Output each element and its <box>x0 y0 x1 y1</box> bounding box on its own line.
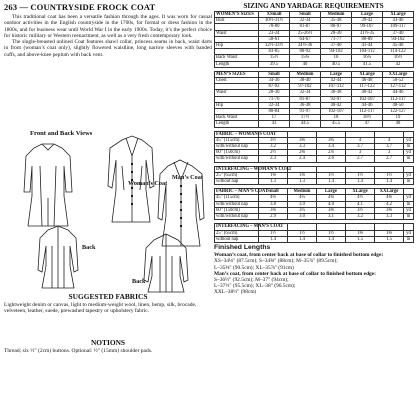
fabrics-text: Lightweight denim or canvas, light to medium-weight wool, linen, hemp, silk, brocade, velveteen, leather, suede, prewashed tapestry or upholstery fabric. <box>4 302 197 315</box>
table-header-cell: XSmall <box>259 12 290 18</box>
row-label: with/without nap <box>215 201 259 207</box>
table-cell: 4.1 <box>346 201 375 207</box>
table-cell: 3.7 <box>375 144 404 150</box>
table-cell: 3.2 <box>346 214 375 220</box>
table-cell: 18 <box>321 115 352 121</box>
table-cell: 78-80 <box>259 24 290 30</box>
table-cell: 45-48 <box>383 43 414 49</box>
back-label-mans: Back <box>132 278 146 285</box>
table-cell: 19 <box>383 115 414 121</box>
fabric-womans-table <box>214 131 414 163</box>
table-cell: 71-76 <box>259 96 290 102</box>
table-cell: 48 <box>383 121 414 127</box>
mans-coat-label: Man’s Coat <box>172 174 203 181</box>
table-row <box>215 214 414 220</box>
table-cell: 81-87 <box>290 96 321 102</box>
fabric-mans-table <box>214 188 414 220</box>
front-back-views <box>4 126 212 292</box>
row-label: without nap <box>215 179 259 185</box>
table-cell: 44-46 <box>352 102 383 108</box>
row-label: 45" (115cm) <box>215 195 259 201</box>
row-label: Chest <box>215 78 259 84</box>
table-cell: 4½ <box>346 195 375 201</box>
page-title: 263 — COUNTRYSIDE FROCK COAT <box>4 2 156 12</box>
table-cell: 117-122 <box>352 84 383 90</box>
table-cell: 1.4 <box>375 179 404 185</box>
table-cell: 15¾ <box>290 55 321 61</box>
row-label: 45" (115cm) <box>215 137 259 143</box>
table-cell: 87-92 <box>259 84 290 90</box>
row-label: Back Waist <box>215 115 259 121</box>
notions <box>4 338 212 354</box>
row-label: 60" (150cm) <box>215 207 259 213</box>
table-cell: 16 <box>321 55 352 61</box>
table-cell: 1⅝ <box>346 230 375 236</box>
man-length-line-3: XXL–38½" (98cm) <box>214 289 257 296</box>
fabrics-title: SUGGESTED FABRICS <box>68 292 148 301</box>
table-cell: 4 <box>346 137 375 143</box>
table-header-label: FABRIC – WOMAN’S COAT <box>216 131 277 137</box>
table-cell: 32-34 <box>290 18 321 24</box>
table-cell: 2.4 <box>288 156 317 162</box>
table-cell: 46-48 <box>352 78 383 84</box>
row-label: Length <box>215 121 259 127</box>
row-label: without nap <box>215 236 259 242</box>
table-cell: yd <box>404 150 414 156</box>
table-cell: 1½ <box>346 172 375 178</box>
table-cell: 99-107 <box>352 24 383 30</box>
table-cell: m <box>404 156 414 162</box>
row-label: Hip <box>215 43 259 49</box>
table-cell: 97-102 <box>290 84 321 90</box>
womans-coat-back-lower-drawing <box>38 226 78 288</box>
table-header-label: INTERFACING – WOMAN’S COAT <box>216 166 292 172</box>
table-cell: 32-34 <box>290 90 321 96</box>
man-length-line-1: S–36½" (92.5cm); M–37" (94cm); <box>214 276 289 283</box>
table-cell: 39-42 <box>352 18 383 24</box>
table-cell: 34½-36 <box>290 43 321 49</box>
table-cell: 109-117 <box>383 24 414 30</box>
table-cell: 3½ <box>259 137 288 143</box>
table-cell: 15½ <box>259 55 290 61</box>
table-cell: 3.7 <box>346 144 375 150</box>
table-cell: 1.3 <box>288 179 317 185</box>
table-cell: 83-85 <box>259 49 290 55</box>
table-header-cell: XXLarge <box>375 189 404 195</box>
table-header-cell: XLarge <box>346 189 375 195</box>
woman-length-line-2: L–35⅝" (90.5cm); XL–35⅞" (91cm) <box>214 264 294 271</box>
table-cell: 4¼ <box>288 195 317 201</box>
table-cell: 2.6 <box>317 156 346 162</box>
table-header-cell: Large <box>321 71 352 77</box>
row-label: Back Waist <box>215 55 259 61</box>
table-cell: 30½-31½ <box>259 18 290 24</box>
table-cell: 38-40 <box>290 78 321 84</box>
table-cell: 3⅝ <box>375 207 404 213</box>
table-cell: 4⅝ <box>375 195 404 201</box>
intro-paragraph-1: This traditional coat has been a versatile fashion through the ages. It was worn for casual outdoor activities in the English countryside in the 1700s, for formal or dress fashion in the 1800s, and for business wear until World War I in the early 1900s. Today, it’s the perfect choice for historic military or Western reenactment, as well as a very fresh contemporary look. <box>4 14 212 39</box>
table-cell: 71-77 <box>321 36 352 42</box>
table-cell: 104-112 <box>352 49 383 55</box>
table-cell: 1⅜ <box>259 172 288 178</box>
table-cell: 32½-33½ <box>259 43 290 49</box>
table-cell: 2.3 <box>259 156 288 162</box>
table-cell: 3⅛ <box>259 207 288 213</box>
man-length-intro: Man’s coat, from center back at base of collar to finished bottom edge: <box>214 270 376 277</box>
table-header-label: FABRIC – MAN’S COAT <box>216 189 269 195</box>
table-row <box>215 179 414 185</box>
woman-length-intro: Woman’s coat, from center back at base of collar to finished bottom edge: <box>214 252 384 259</box>
table-cell: 80-84 <box>259 109 290 115</box>
table-cell: 1½ <box>259 230 288 236</box>
table-cell: 107-112 <box>321 84 352 90</box>
mans-coat-front-drawing <box>158 160 204 246</box>
table-cell: 94-102 <box>321 49 352 55</box>
right-column <box>214 2 413 412</box>
intro-paragraph-2: The single-breasted unlined Coat features shawl collar, princess seams in back, waist darts in front (woman’s coat only), slightly flowered waistline, long narrow sleeves with banded cuffs, and above-knee peplum with back vent. <box>4 39 212 58</box>
table-cell: 44.5 <box>290 121 321 127</box>
table-cell: 1½ <box>375 172 404 178</box>
table-cell: 40-42 <box>352 90 383 96</box>
table-cell: 32-34 <box>259 102 290 108</box>
views-title: Front and Back Views <box>30 130 93 137</box>
table-cell: 37-40 <box>383 30 414 36</box>
table-cell: 3.8 <box>259 201 288 207</box>
table-header-label: MEN’S SIZES <box>215 71 259 77</box>
table-cell: 40-42 <box>321 102 352 108</box>
table-cell: 3.1 <box>317 214 346 220</box>
table-cell: 36-38 <box>321 90 352 96</box>
table-cell: 1.4 <box>317 236 346 242</box>
table-header-cell: Small <box>259 71 290 77</box>
intro <box>4 14 212 58</box>
notions-title: NOTIONS <box>90 338 126 347</box>
table-cell: 18½ <box>352 115 383 121</box>
table-cell: 41.5 <box>352 61 383 67</box>
table-cell: 2.9 <box>259 214 288 220</box>
table-cell: yd <box>404 137 414 143</box>
row-label: Waist <box>215 90 259 96</box>
suggested-fabrics <box>4 292 212 315</box>
table-cell: 23-24 <box>259 30 290 36</box>
table-cell: 3.9 <box>288 201 317 207</box>
table-cell: 4 <box>375 137 404 143</box>
table-cell: 43-46 <box>383 18 414 24</box>
table-header-cell: Medium <box>288 189 317 195</box>
table-cell: 1½ <box>317 230 346 236</box>
table-cell: 112-117 <box>383 96 414 102</box>
table-cell: 28-30 <box>321 30 352 36</box>
table-cell: 40 <box>290 61 321 67</box>
table-cell: 3.0 <box>288 214 317 220</box>
table-cell: 58-61 <box>259 36 290 42</box>
table-cell: 114-122 <box>383 49 414 55</box>
table-header-cell: Medium <box>290 71 321 77</box>
table-cell: 34-36 <box>259 78 290 84</box>
table-cell: 4.2 <box>375 201 404 207</box>
table-cell: 3¼ <box>288 207 317 213</box>
table-cell: 64-67 <box>290 36 321 42</box>
table-cell: 1.4 <box>317 179 346 185</box>
table-cell: 88-92 <box>290 49 321 55</box>
table-cell: 102-107 <box>352 96 383 102</box>
table-cell: 1.5 <box>346 236 375 242</box>
table-cell: 16¼ <box>352 55 383 61</box>
table-cell: 42-44 <box>321 78 352 84</box>
table-cell: yd <box>404 195 414 201</box>
table-cell: m <box>404 201 414 207</box>
table-cell: 1⅝ <box>375 230 404 236</box>
table-cell: 16½ <box>383 55 414 61</box>
table-cell: 44-46 <box>383 90 414 96</box>
table-header-cell: XXLarge <box>383 71 414 77</box>
table-header-cell: XLarge <box>383 12 414 18</box>
table-cell: 92-97 <box>321 96 352 102</box>
table-cell: 81-87 <box>290 24 321 30</box>
table-cell: 91-97 <box>290 109 321 115</box>
table-cell: 17½ <box>290 115 321 121</box>
table-cell: 1.4 <box>259 236 288 242</box>
table-header-cell: Small <box>259 189 288 195</box>
table-header-cell: XLarge <box>352 71 383 77</box>
notions-text: Thread; six ½" (2cm) buttons. Optional: ½" (15mm) shoulder pads. <box>4 348 153 354</box>
table-header-cell: Large <box>317 189 346 195</box>
table-cell: 1.5 <box>375 236 404 242</box>
row-label: 60" (150cm) <box>215 150 259 156</box>
table-row <box>215 236 414 242</box>
table-cell: 112-117 <box>352 109 383 115</box>
left-column <box>4 2 212 412</box>
womens-sizes-table <box>214 11 414 68</box>
table-cell: 36-38 <box>290 102 321 108</box>
table-cell: 2⅞ <box>317 150 346 156</box>
coat-illustrations <box>4 126 212 292</box>
table-header-cell: Large <box>352 12 383 18</box>
table-cell: 1½ <box>288 230 317 236</box>
table-cell: 3¾ <box>317 137 346 143</box>
row-label: 25" (65cm) <box>215 172 259 178</box>
table-cell: 3⅜ <box>317 207 346 213</box>
table-cell: 28-30 <box>259 90 290 96</box>
table-cell: 127-132 <box>383 84 414 90</box>
table-cell: 17 <box>259 115 290 121</box>
table-cell: yd <box>404 172 414 178</box>
table-cell: 3 <box>346 150 375 156</box>
row-label: Waist <box>215 30 259 36</box>
table-cell: 43 <box>259 121 290 127</box>
table-row <box>215 156 414 162</box>
table-cell: 4⅛ <box>259 195 288 201</box>
row-label: Hip <box>215 102 259 108</box>
table-cell: m <box>404 179 414 185</box>
table-row <box>215 121 414 127</box>
table-cell: 3½ <box>346 207 375 213</box>
table-cell: 39.5 <box>259 61 290 67</box>
womans-coat-label: Woman’s Coat <box>128 180 168 187</box>
table-cell: 94-102 <box>383 36 414 42</box>
requirements-title: SIZING AND YARDAGE REQUIREMENTS <box>243 2 384 10</box>
table-cell: 31½-35 <box>352 30 383 36</box>
table-cell: 1½ <box>317 172 346 178</box>
table-cell: 42 <box>383 61 414 67</box>
row-label: Bust <box>215 18 259 24</box>
table-cell: 3 <box>375 150 404 156</box>
table-cell: 47 <box>352 121 383 127</box>
table-cell: 122-127 <box>383 109 414 115</box>
interfacing-mans-table <box>214 223 414 243</box>
table-cell: 45.5 <box>321 121 352 127</box>
table-header-cell: Small <box>290 12 321 18</box>
mens-sizes-table <box>214 71 414 128</box>
woman-length-line-1: XS–34⅛" (87.5cm); S–34⅝" (88cm); M–35⅞" (89.5cm); <box>214 258 338 265</box>
table-cell: 3⅝ <box>288 137 317 143</box>
table-cell: 2.7 <box>346 156 375 162</box>
womans-coat-back-drawing <box>24 144 72 226</box>
table-cell: 2½ <box>259 150 288 156</box>
table-cell: 3.3 <box>288 144 317 150</box>
table-cell: yd <box>404 230 414 236</box>
finished-lengths <box>214 245 413 296</box>
table-cell: 4⅜ <box>317 195 346 201</box>
table-cell: 3.4 <box>317 144 346 150</box>
table-cell: 3.3 <box>375 214 404 220</box>
table-cell: 1.4 <box>288 236 317 242</box>
table-cell: 48-50 <box>383 102 414 108</box>
table-cell: 2.7 <box>375 156 404 162</box>
interfacing-womans-table <box>214 166 414 186</box>
table-cell: 2⅝ <box>288 150 317 156</box>
table-cell: 25-26½ <box>290 30 321 36</box>
table-cell: 1.3 <box>259 179 288 185</box>
table-cell: 80-89 <box>352 36 383 42</box>
table-row <box>215 61 414 67</box>
table-cell: m <box>404 144 414 150</box>
table-header-label: WOMEN’S SIZES <box>215 12 259 18</box>
table-cell: 88-97 <box>321 24 352 30</box>
row-label: with/without nap <box>215 144 259 150</box>
row-label: with/without nap <box>215 214 259 220</box>
row-label: Length <box>215 61 259 67</box>
table-cell: yd <box>404 207 414 213</box>
table-cell: 102-107 <box>321 109 352 115</box>
table-cell: 50-52 <box>383 78 414 84</box>
table-header-cell: Medium <box>321 12 352 18</box>
table-cell: 1.4 <box>346 179 375 185</box>
table-header-label: INTERFACING – MAN’S COAT <box>216 224 284 230</box>
table-cell: 35-38 <box>321 18 352 24</box>
table-cell: m <box>404 236 414 242</box>
row-label: 25" (65cm) <box>215 230 259 236</box>
womans-coat-front-drawing <box>108 136 154 222</box>
back-label-womans: Back <box>82 244 96 251</box>
table-cell: 40.5 <box>321 61 352 67</box>
table-cell: 3.2 <box>259 144 288 150</box>
table-cell: 1⅜ <box>288 172 317 178</box>
row-label: with/without nap <box>215 156 259 162</box>
table-cell: 41-44 <box>352 43 383 49</box>
table-cell: 37-40 <box>321 43 352 49</box>
table-cell: m <box>404 214 414 220</box>
finished-lengths-title: Finished Lengths <box>214 243 271 251</box>
table-cell: 4.0 <box>317 201 346 207</box>
man-length-line-2: L–37½" (95.5cm); XL–38" (96.5cm); <box>214 283 296 290</box>
